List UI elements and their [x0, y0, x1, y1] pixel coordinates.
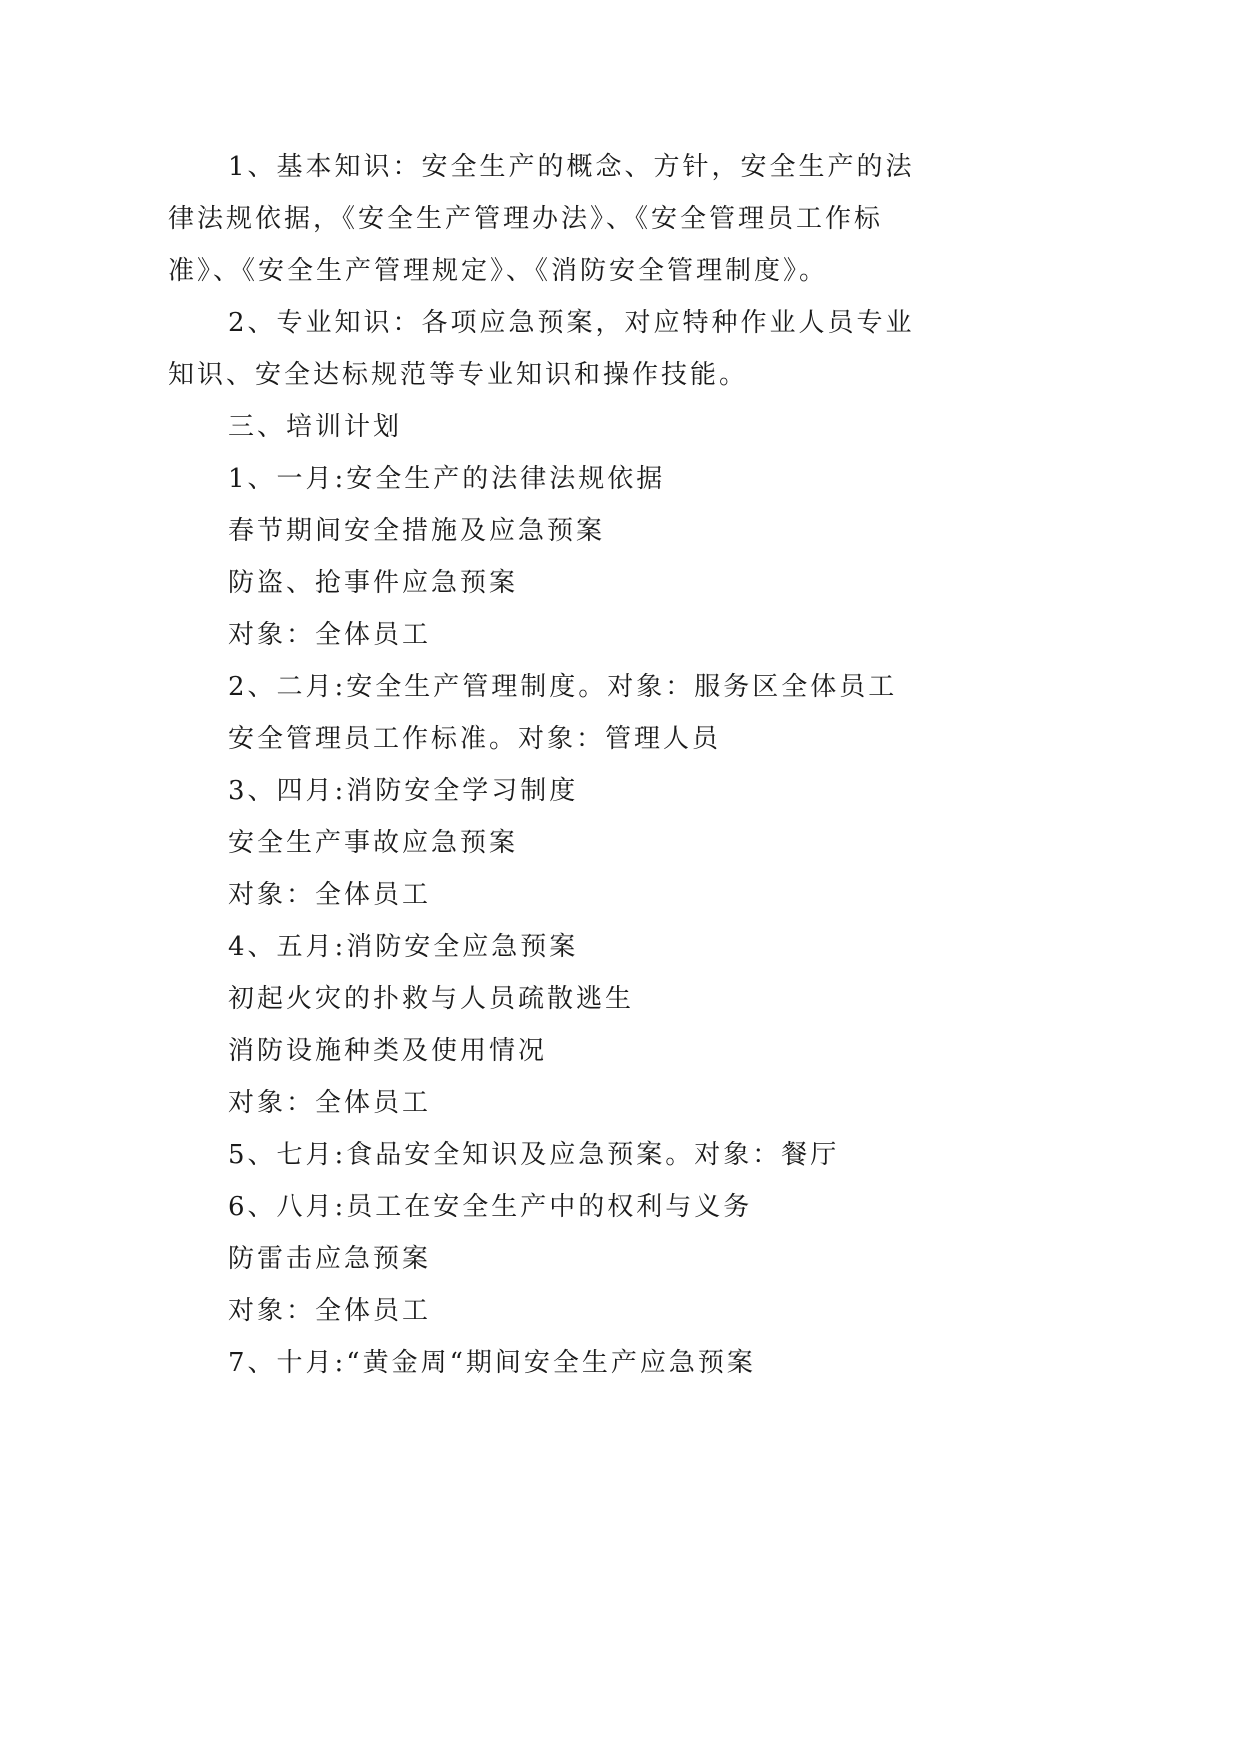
paragraph-basic-knowledge-line-1: 1、基本知识：安全生产的概念、方针，安全生产的法	[228, 152, 915, 182]
paragraph-professional-knowledge-line-2: 知识、安全达标规范等专业知识和操作技能。	[168, 360, 749, 390]
plan-line: 春节期间安全措施及应急预案	[228, 516, 606, 546]
plan-line: 消防设施种类及使用情况	[228, 1036, 548, 1066]
plan-audience: 对象：全体员工	[228, 1296, 432, 1326]
plan-audience: 对象：全体员工	[228, 880, 432, 910]
paragraph-professional-knowledge-line-1: 2、专业知识：各项应急预案，对应特种作业人员专业	[228, 308, 915, 338]
plan-item-august: 6、八月:员工在安全生产中的权利与义务	[228, 1192, 753, 1222]
plan-item-july: 5、七月:食品安全知识及应急预案。对象：餐厅	[228, 1140, 840, 1170]
plan-audience: 对象：全体员工	[228, 620, 432, 650]
plan-line: 防盗、抢事件应急预案	[228, 568, 519, 598]
paragraph-basic-knowledge-line-2: 律法规依据，《安全生产管理办法》、《安全管理员工作标	[168, 204, 884, 234]
plan-line: 初起火灾的扑救与人员疏散逃生	[228, 984, 635, 1014]
section-heading-training-plan: 三、培训计划	[228, 412, 403, 442]
plan-item-october: 7、十月:“黄金周“期间安全生产应急预案	[228, 1348, 756, 1378]
plan-line: 安全管理员工作标准。对象：管理人员	[228, 724, 722, 754]
plan-item-january: 1、一月:安全生产的法律法规依据	[228, 464, 666, 494]
plan-item-may: 4、五月:消防安全应急预案	[228, 932, 579, 962]
plan-line: 安全生产事故应急预案	[228, 828, 519, 858]
plan-item-february: 2、二月:安全生产管理制度。对象：服务区全体员工	[228, 672, 898, 702]
plan-audience: 对象：全体员工	[228, 1088, 432, 1118]
paragraph-basic-knowledge-line-3: 准》、《安全生产管理规定》、《消防安全管理制度》。	[168, 256, 829, 286]
plan-line: 防雷击应急预案	[228, 1244, 432, 1274]
plan-item-april: 3、四月:消防安全学习制度	[228, 776, 579, 806]
